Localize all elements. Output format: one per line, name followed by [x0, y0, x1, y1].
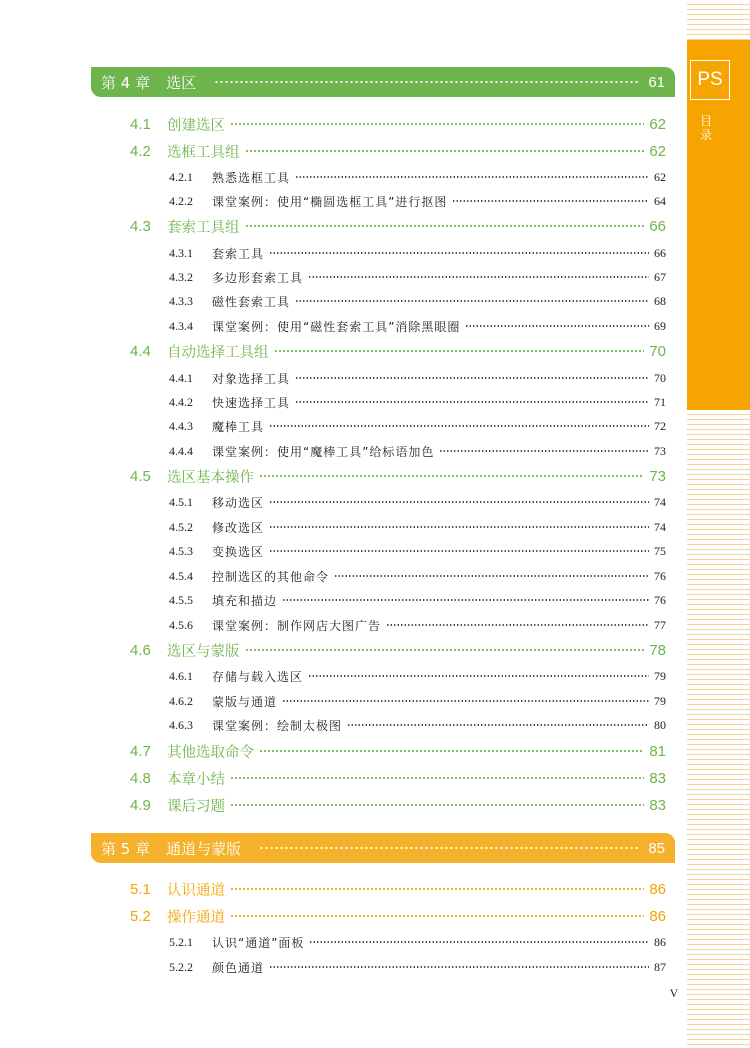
chapter-4-header[interactable]: [91, 67, 675, 97]
subsection-title: 蒙版与通道: [212, 694, 278, 709]
section-title: 套索工具组: [167, 219, 240, 236]
dot-leader: [465, 325, 649, 327]
chapter-page: 85: [648, 839, 665, 857]
subsection-number: 4.6.1: [169, 668, 193, 683]
subsection-title: 套索工具: [212, 246, 265, 261]
subsection-number: 4.6.2: [169, 693, 193, 708]
dot-leader: [269, 966, 649, 968]
subsection-title: 课堂案例：制作网店大图广告: [212, 618, 382, 633]
subsection-number: 4.3.2: [169, 269, 193, 284]
section-number: 4.2: [130, 142, 151, 160]
subsection-title: 多边形套索工具: [212, 270, 304, 285]
toc-subsection[interactable]: [0, 540, 666, 562]
section-number: 4.5: [130, 467, 151, 485]
subsection-number: 4.6.3: [169, 717, 193, 732]
subsection-title: 修改选区: [212, 520, 265, 535]
subsection-page: 64: [654, 193, 666, 208]
subsection-title: 移动选区: [212, 495, 265, 510]
subsection-number: 4.2.2: [169, 193, 193, 208]
subsection-number: 4.5.2: [169, 519, 193, 534]
section-page: 83: [649, 769, 666, 787]
toc-subsection[interactable]: [0, 440, 666, 462]
subsection-number: 4.4.4: [169, 443, 193, 458]
section-number: 4.1: [130, 115, 151, 133]
dot-leader: [282, 599, 649, 601]
dot-leader: [347, 724, 649, 726]
toc-section[interactable]: [0, 213, 666, 239]
section-number: 5.1: [130, 880, 151, 898]
toc-subsection[interactable]: [0, 956, 666, 978]
toc-section[interactable]: [0, 876, 666, 902]
dot-leader: [230, 888, 644, 890]
subsection-title: 魔棒工具: [212, 419, 265, 434]
toc-section[interactable]: [0, 738, 666, 764]
toc-subsection[interactable]: [0, 290, 666, 312]
toc-subsection[interactable]: [0, 589, 666, 611]
toc-subsection[interactable]: [0, 415, 666, 437]
toc-section[interactable]: [0, 792, 666, 818]
dot-leader: [269, 425, 649, 427]
subsection-number: 4.4.1: [169, 370, 193, 385]
section-page: 70: [649, 342, 666, 360]
section-title: 选区基本操作: [167, 469, 254, 486]
toc-section[interactable]: [0, 765, 666, 791]
toc-subsection[interactable]: [0, 190, 666, 212]
subsection-page: 72: [654, 418, 666, 433]
subsection-number: 4.5.4: [169, 568, 193, 583]
subsection-page: 77: [654, 617, 666, 632]
subsection-page: 68: [654, 293, 666, 308]
toc-section[interactable]: [0, 463, 666, 489]
subsection-title: 颜色通道: [212, 960, 265, 975]
section-number: 5.2: [130, 907, 151, 925]
subsection-page: 66: [654, 245, 666, 260]
subsection-number: 5.2.2: [169, 959, 193, 974]
subsection-title: 对象选择工具: [212, 371, 291, 386]
subsection-number: 4.5.1: [169, 494, 193, 509]
dot-leader: [230, 777, 644, 779]
dot-leader: [269, 550, 649, 552]
subsection-page: 74: [654, 494, 666, 509]
section-page: 86: [649, 907, 666, 925]
toc-vertical-label: 目录: [700, 114, 713, 142]
subsection-title: 填充和描边: [212, 593, 278, 608]
dot-leader: [295, 300, 649, 302]
toc-subsection[interactable]: [0, 266, 666, 288]
subsection-number: 4.4.2: [169, 394, 193, 409]
section-page: 66: [649, 217, 666, 235]
section-number: 4.8: [130, 769, 151, 787]
subsection-page: 74: [654, 519, 666, 534]
subsection-title: 变换选区: [212, 544, 265, 559]
subsection-number: 4.3.1: [169, 245, 193, 260]
chapter-title: 通道与蒙版: [166, 839, 242, 858]
section-title: 其他选取命令: [167, 744, 254, 761]
dot-leader: [230, 804, 644, 806]
subsection-page: 73: [654, 443, 666, 458]
dot-leader: [245, 649, 645, 651]
section-page: 81: [649, 742, 666, 760]
subsection-title: 存储与载入选区: [212, 669, 304, 684]
section-title: 选区与蒙版: [167, 643, 240, 660]
dot-leader: [259, 475, 644, 477]
toc-subsection[interactable]: [0, 714, 666, 736]
section-number: 4.9: [130, 796, 151, 814]
dot-leader: [308, 276, 649, 278]
toc-section[interactable]: [0, 637, 666, 663]
toc-section[interactable]: [0, 338, 666, 364]
section-page: 73: [649, 467, 666, 485]
dot-leader: [439, 450, 649, 452]
section-page: 78: [649, 641, 666, 659]
ps-logo-box: PS: [690, 60, 730, 100]
dot-leader: [282, 700, 649, 702]
toc-subsection[interactable]: [0, 391, 666, 413]
subsection-number: 4.3.3: [169, 293, 193, 308]
section-page: 86: [649, 880, 666, 898]
dot-leader: [245, 225, 645, 227]
section-number: 4.3: [130, 217, 151, 235]
subsection-title: 课堂案例：使用“椭圆选框工具”进行抠图: [212, 194, 448, 209]
chapter-5-header[interactable]: [91, 833, 675, 863]
section-title: 自动选择工具组: [167, 344, 269, 361]
subsection-title: 熟悉选框工具: [212, 170, 291, 185]
subsection-page: 75: [654, 543, 666, 558]
toc-subsection[interactable]: [0, 367, 666, 389]
dot-leader: [230, 915, 644, 917]
toc-subsection[interactable]: [0, 565, 666, 587]
subsection-number: 4.4.3: [169, 418, 193, 433]
dot-leader: [295, 377, 649, 379]
toc-section[interactable]: [0, 138, 666, 164]
subsection-page: 86: [654, 934, 666, 949]
dot-leader: [259, 750, 644, 752]
section-title: 操作通道: [167, 909, 225, 926]
toc-subsection[interactable]: [0, 166, 666, 188]
toc-subsection[interactable]: [0, 665, 666, 687]
toc-subsection[interactable]: [0, 931, 666, 953]
subsection-number: 5.2.1: [169, 934, 193, 949]
subsection-title: 课堂案例：绘制太极图: [212, 718, 343, 733]
toc-subsection[interactable]: [0, 614, 666, 636]
chapter-title: 选区: [166, 73, 197, 92]
subsection-number: 4.3.4: [169, 318, 193, 333]
toc-section[interactable]: [0, 903, 666, 929]
subsection-number: 4.5.3: [169, 543, 193, 558]
subsection-title: 磁性套索工具: [212, 294, 291, 309]
dot-leader: [274, 350, 645, 352]
subsection-page: 80: [654, 717, 666, 732]
dot-leader: [295, 401, 649, 403]
subsection-title: 课堂案例：使用“磁性套索工具”消除黑眼圈: [212, 319, 461, 334]
dot-leader: [386, 624, 649, 626]
section-number: 4.7: [130, 742, 151, 760]
subsection-number: 4.5.5: [169, 592, 193, 607]
toc-section[interactable]: [0, 111, 666, 137]
chapter-page: 61: [648, 73, 665, 91]
subsection-title: 认识“通道”面板: [212, 935, 305, 950]
dot-leader: [230, 123, 644, 125]
subsection-page: 70: [654, 370, 666, 385]
subsection-page: 69: [654, 318, 666, 333]
page-folio: V: [669, 986, 679, 1000]
dot-leader: [309, 941, 649, 943]
toc-subsection[interactable]: [0, 242, 666, 264]
section-title: 选框工具组: [167, 144, 240, 161]
subsection-number: 4.2.1: [169, 169, 193, 184]
subsection-page: 71: [654, 394, 666, 409]
subsection-page: 79: [654, 693, 666, 708]
dot-leader: [269, 501, 649, 503]
subsection-page: 76: [654, 592, 666, 607]
section-number: 4.4: [130, 342, 151, 360]
subsection-page: 62: [654, 169, 666, 184]
dot-leader: [452, 200, 649, 202]
subsection-page: 87: [654, 959, 666, 974]
dot-leader: [269, 526, 649, 528]
section-title: 本章小结: [167, 771, 225, 788]
subsection-page: 76: [654, 568, 666, 583]
section-page: 83: [649, 796, 666, 814]
subsection-title: 课堂案例：使用“魔棒工具”给标语加色: [212, 444, 435, 459]
section-page: 62: [649, 142, 666, 160]
toc-subsection[interactable]: [0, 516, 666, 538]
dot-leader: [259, 847, 640, 849]
toc-subsection[interactable]: [0, 315, 666, 337]
subsection-page: 79: [654, 668, 666, 683]
chapter-number: 第 4 章: [101, 73, 151, 92]
dot-leader: [214, 81, 640, 83]
section-title: 课后习题: [167, 798, 225, 815]
dot-leader: [245, 150, 645, 152]
section-title: 创建选区: [167, 117, 225, 134]
subsection-page: 67: [654, 269, 666, 284]
dot-leader: [308, 675, 649, 677]
subsection-number: 4.5.6: [169, 617, 193, 632]
subsection-title: 快速选择工具: [212, 395, 291, 410]
dot-leader: [295, 176, 649, 178]
dot-leader: [269, 252, 649, 254]
dot-leader: [334, 575, 649, 577]
section-title: 认识通道: [167, 882, 225, 899]
toc-subsection[interactable]: [0, 690, 666, 712]
toc-subsection[interactable]: [0, 491, 666, 513]
section-number: 4.6: [130, 641, 151, 659]
subsection-title: 控制选区的其他命令: [212, 569, 330, 584]
section-page: 62: [649, 115, 666, 133]
chapter-number: 第 5 章: [101, 839, 151, 858]
